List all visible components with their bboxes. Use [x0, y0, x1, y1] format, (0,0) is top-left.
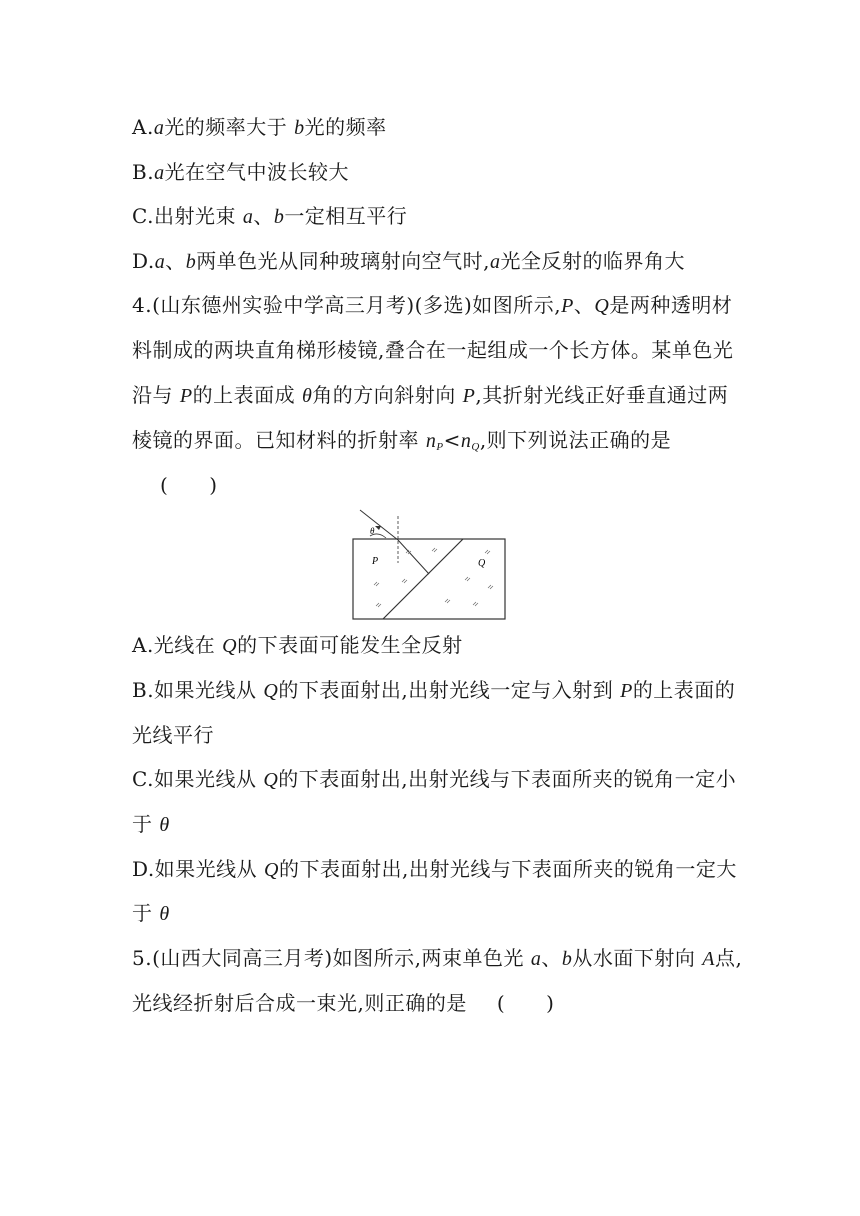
q4-stem-line-2	[132, 335, 733, 365]
var-a: a	[242, 206, 254, 228]
stem-text: 光线经折射后合成一束光,则正确的是	[132, 991, 467, 1015]
q5-stem-line-1	[132, 943, 742, 974]
option-text: B.如果光线从	[132, 678, 264, 702]
option-label: B.	[132, 160, 155, 184]
rectangular-block	[353, 539, 505, 619]
var-p: P	[620, 680, 633, 702]
refracted-ray	[398, 540, 429, 574]
var-b: b	[273, 206, 285, 228]
stem-text: 、	[541, 946, 562, 970]
option-text: 光的频率	[304, 115, 387, 139]
theta-label: θ	[370, 526, 375, 536]
var-a: a	[154, 162, 165, 184]
var-q: Q	[222, 635, 238, 657]
incident-ray	[360, 510, 398, 540]
option-text: 的下表面射出,出射光线与下表面所夹的锐角一定小	[278, 767, 737, 791]
stem-text: 从水面下射向	[572, 946, 703, 970]
stem-text: 5.(山西大同高三月考)如图所示,两束单色光	[132, 946, 531, 970]
option-text: 于	[132, 812, 160, 836]
stem-text: 料制成的两块直角梯形棱镜,叠合在一起组成一个长方体。某单色光	[132, 338, 734, 362]
stem-text: 4.(山东德州实验中学高三月考)(多选)如图所示,	[132, 293, 562, 317]
stem-text: 沿与	[132, 383, 180, 407]
stem-text: 点,	[714, 946, 743, 970]
stem-text: 的上表面成	[192, 383, 302, 407]
stem-text: 棱镜的界面。已知材料的折射率	[132, 428, 426, 452]
q4-option-c-line-2	[132, 809, 170, 840]
q4-option-d-line-1	[132, 854, 737, 885]
var-point-a: A	[702, 948, 715, 970]
var-a: a	[490, 251, 501, 273]
option-text: 一定相互平行	[284, 204, 408, 228]
option-text: A.光线在	[132, 633, 223, 657]
q3-option-d	[132, 246, 685, 277]
q4-option-b-line-1	[132, 675, 735, 706]
option-label: A.	[132, 115, 154, 139]
option-text: 的下表面射出,出射光线一定与入射到	[278, 678, 621, 702]
stem-text: 、	[573, 293, 595, 317]
var-q: Q	[594, 295, 610, 317]
q4-option-b-line-2	[132, 720, 214, 750]
option-text: 、	[253, 204, 274, 228]
stem-text: 角的方向斜射向	[312, 383, 463, 407]
q4-option-a	[132, 630, 463, 661]
var-q: Q	[263, 680, 279, 702]
var-n: n	[460, 430, 472, 452]
p-label: P	[372, 556, 379, 567]
q3-option-c	[132, 201, 407, 232]
option-text: 光全反射的临界角大	[500, 249, 686, 273]
less-than: <	[443, 428, 461, 452]
prism-figure	[348, 508, 518, 624]
var-n: n	[425, 430, 437, 452]
var-q: Q	[264, 859, 279, 881]
q3-option-b	[132, 157, 349, 188]
material-hatching	[374, 548, 493, 607]
var-p: P	[179, 385, 193, 407]
answer-bracket: ( )	[496, 991, 555, 1015]
stem-text: ,则下列说法正确的是	[479, 428, 672, 452]
var-a: a	[530, 948, 542, 970]
var-b: b	[294, 117, 305, 139]
q-label: Q	[478, 558, 486, 569]
option-label: D.	[132, 249, 155, 273]
option-text: 两单色光从同种玻璃射向空气时,	[196, 249, 491, 273]
var-theta: θ	[159, 814, 170, 836]
subscript-p: P	[436, 441, 444, 453]
option-text: 于	[132, 901, 160, 925]
option-text: 、	[165, 249, 186, 273]
option-text: 光在空气中波长较大	[164, 160, 350, 184]
q4-stem-line-4	[132, 425, 671, 462]
option-text: D.如果光线从	[132, 857, 265, 881]
q4-stem-line-1	[132, 290, 732, 321]
q4-stem-line-3	[132, 380, 728, 411]
option-text: 光的频率大于	[164, 115, 295, 139]
var-p: P	[462, 385, 476, 407]
var-a: a	[154, 251, 166, 273]
prism-interface	[383, 539, 463, 619]
var-q: Q	[263, 769, 279, 791]
var-theta: θ	[159, 903, 170, 925]
answer-bracket: ( )	[160, 473, 218, 497]
var-a: a	[153, 117, 165, 139]
var-b: b	[185, 251, 197, 273]
subscript-q: Q	[471, 441, 480, 453]
stem-text: ,其折射光线正好垂直通过两	[475, 383, 729, 407]
stem-text: 是两种透明材	[609, 293, 733, 317]
option-text: 的下表面射出,出射光线与下表面所夹的锐角一定大	[279, 857, 737, 881]
option-text: C.如果光线从	[132, 767, 264, 791]
option-text: 的上表面的	[632, 678, 736, 702]
option-text: 光线平行	[132, 723, 214, 747]
ray-arrow	[375, 526, 381, 530]
option-text: C.出射光束	[132, 204, 243, 228]
var-theta: θ	[301, 385, 313, 407]
q4-option-c-line-1	[132, 764, 736, 795]
q3-option-a	[132, 112, 387, 143]
q4-answer-bracket	[160, 470, 218, 500]
option-text: 的下表面可能发生全反射	[237, 633, 463, 657]
q5-stem-line-2	[132, 988, 554, 1018]
q4-option-d-line-2	[132, 898, 170, 929]
var-b: b	[561, 948, 573, 970]
var-p: P	[561, 295, 574, 317]
